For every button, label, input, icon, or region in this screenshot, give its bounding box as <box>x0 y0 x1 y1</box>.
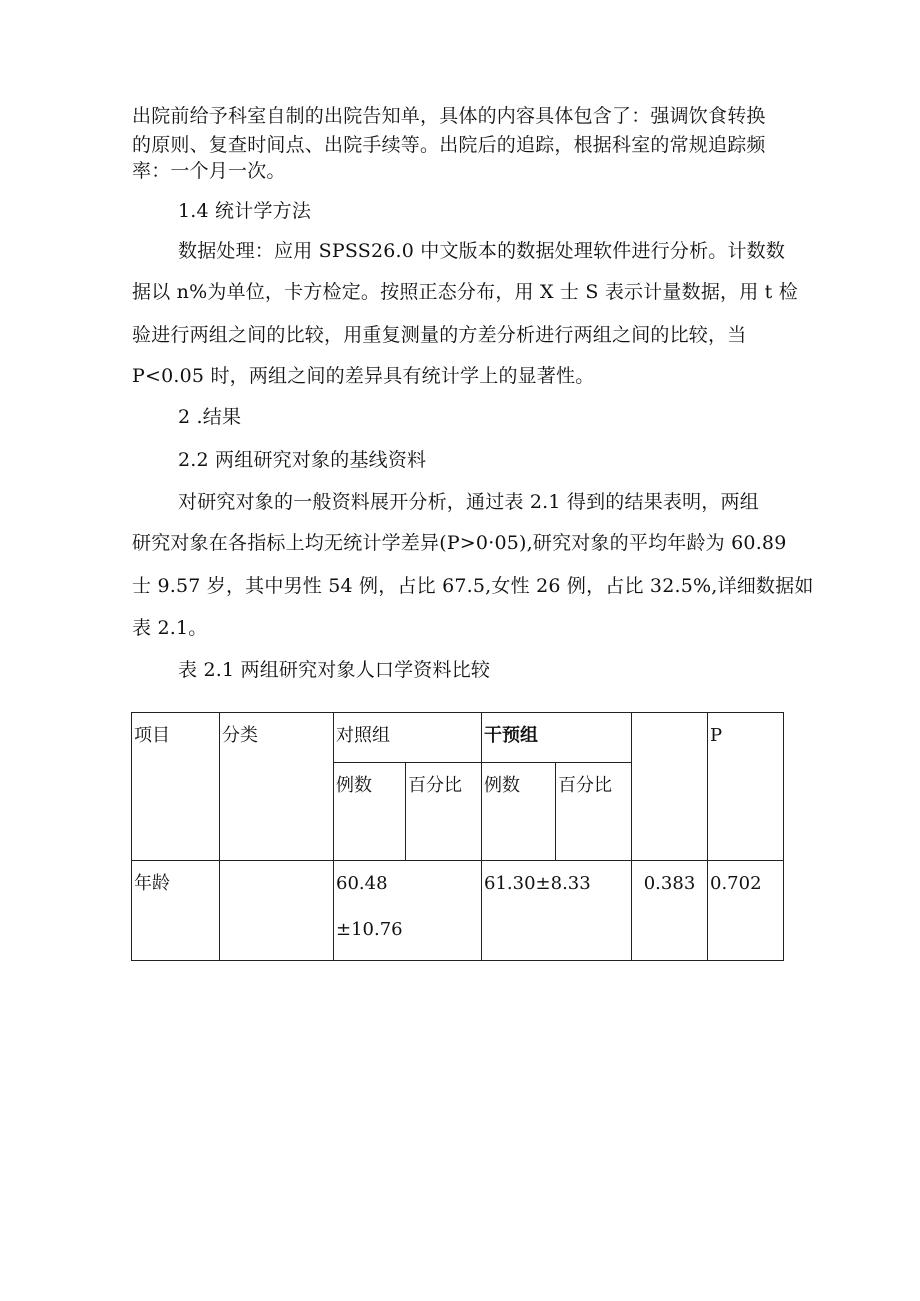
table-row <box>132 861 784 961</box>
header-control-group: 对照组 <box>334 713 482 763</box>
cell-stat: 0.383 <box>632 861 708 961</box>
paragraph-line: P<0.05 时，两组之间的差异具有统计学上的显著性。 <box>132 365 595 387</box>
header-control-count: 例数 <box>334 763 406 861</box>
cell-control-value: 60.48±10.76 <box>334 861 482 961</box>
paragraph-line: 出院前给予科室自制的出院告知单，具体的内容具体包含了：强调饮食转换 <box>132 105 766 127</box>
paragraph-line: 验进行两组之间的比较，用重复测量的方差分析进行两组之间的比较，当 <box>132 324 747 346</box>
header-stat <box>632 713 708 861</box>
header-intervention-percent: 百分比 <box>556 763 632 861</box>
paragraph-line: 据以 n%为单位，卡方检定。按照正态分布，用 X 士 S 表示计量数据，用 t 检 <box>132 281 798 303</box>
cell-p: 0.702 <box>708 861 784 961</box>
paragraph-line: 表 2.1。 <box>132 617 208 639</box>
header-intervention-group: 干预组 <box>482 713 632 763</box>
cell-intervention-value: 61.30±8.33 <box>482 861 632 961</box>
header-p: P <box>708 713 784 861</box>
cell-category <box>220 861 334 961</box>
header-intervention-count: 例数 <box>482 763 556 861</box>
paragraph-line: 研究对象在各指标上均无统计学差异(P>0·05),研究对象的平均年龄为 60.89 <box>132 532 787 554</box>
section-heading-2-2: 2.2 两组研究对象的基线资料 <box>178 449 427 471</box>
section-heading-1-4: 1.4 统计学方法 <box>178 200 312 222</box>
paragraph-line: 对研究对象的一般资料展开分析，通过表 2.1 得到的结果表明，两组 <box>178 491 759 513</box>
header-item: 项目 <box>132 713 220 861</box>
paragraph-line: 数据处理：应用 SPSS26.0 中文版本的数据处理软件进行分析。计数数 <box>178 240 786 262</box>
paragraph-line: 士 9.57 岁，其中男性 54 例，占比 67.5,女性 26 例，占比 32.5%,详细数据如 <box>132 575 814 597</box>
paragraph-line: 的原则、复查时间点、出院手续等。出院后的追踪，根据科室的常规追踪频 <box>132 134 766 156</box>
table-caption: 表 2.1 两组研究对象人口学资料比较 <box>178 659 491 681</box>
section-heading-2: 2 .结果 <box>178 406 242 428</box>
cell-item: 年龄 <box>132 861 220 961</box>
header-category: 分类 <box>220 713 334 861</box>
paragraph-line: 率：一个月一次。 <box>132 160 286 182</box>
demographics-table <box>131 712 784 961</box>
header-control-percent: 百分比 <box>406 763 482 861</box>
